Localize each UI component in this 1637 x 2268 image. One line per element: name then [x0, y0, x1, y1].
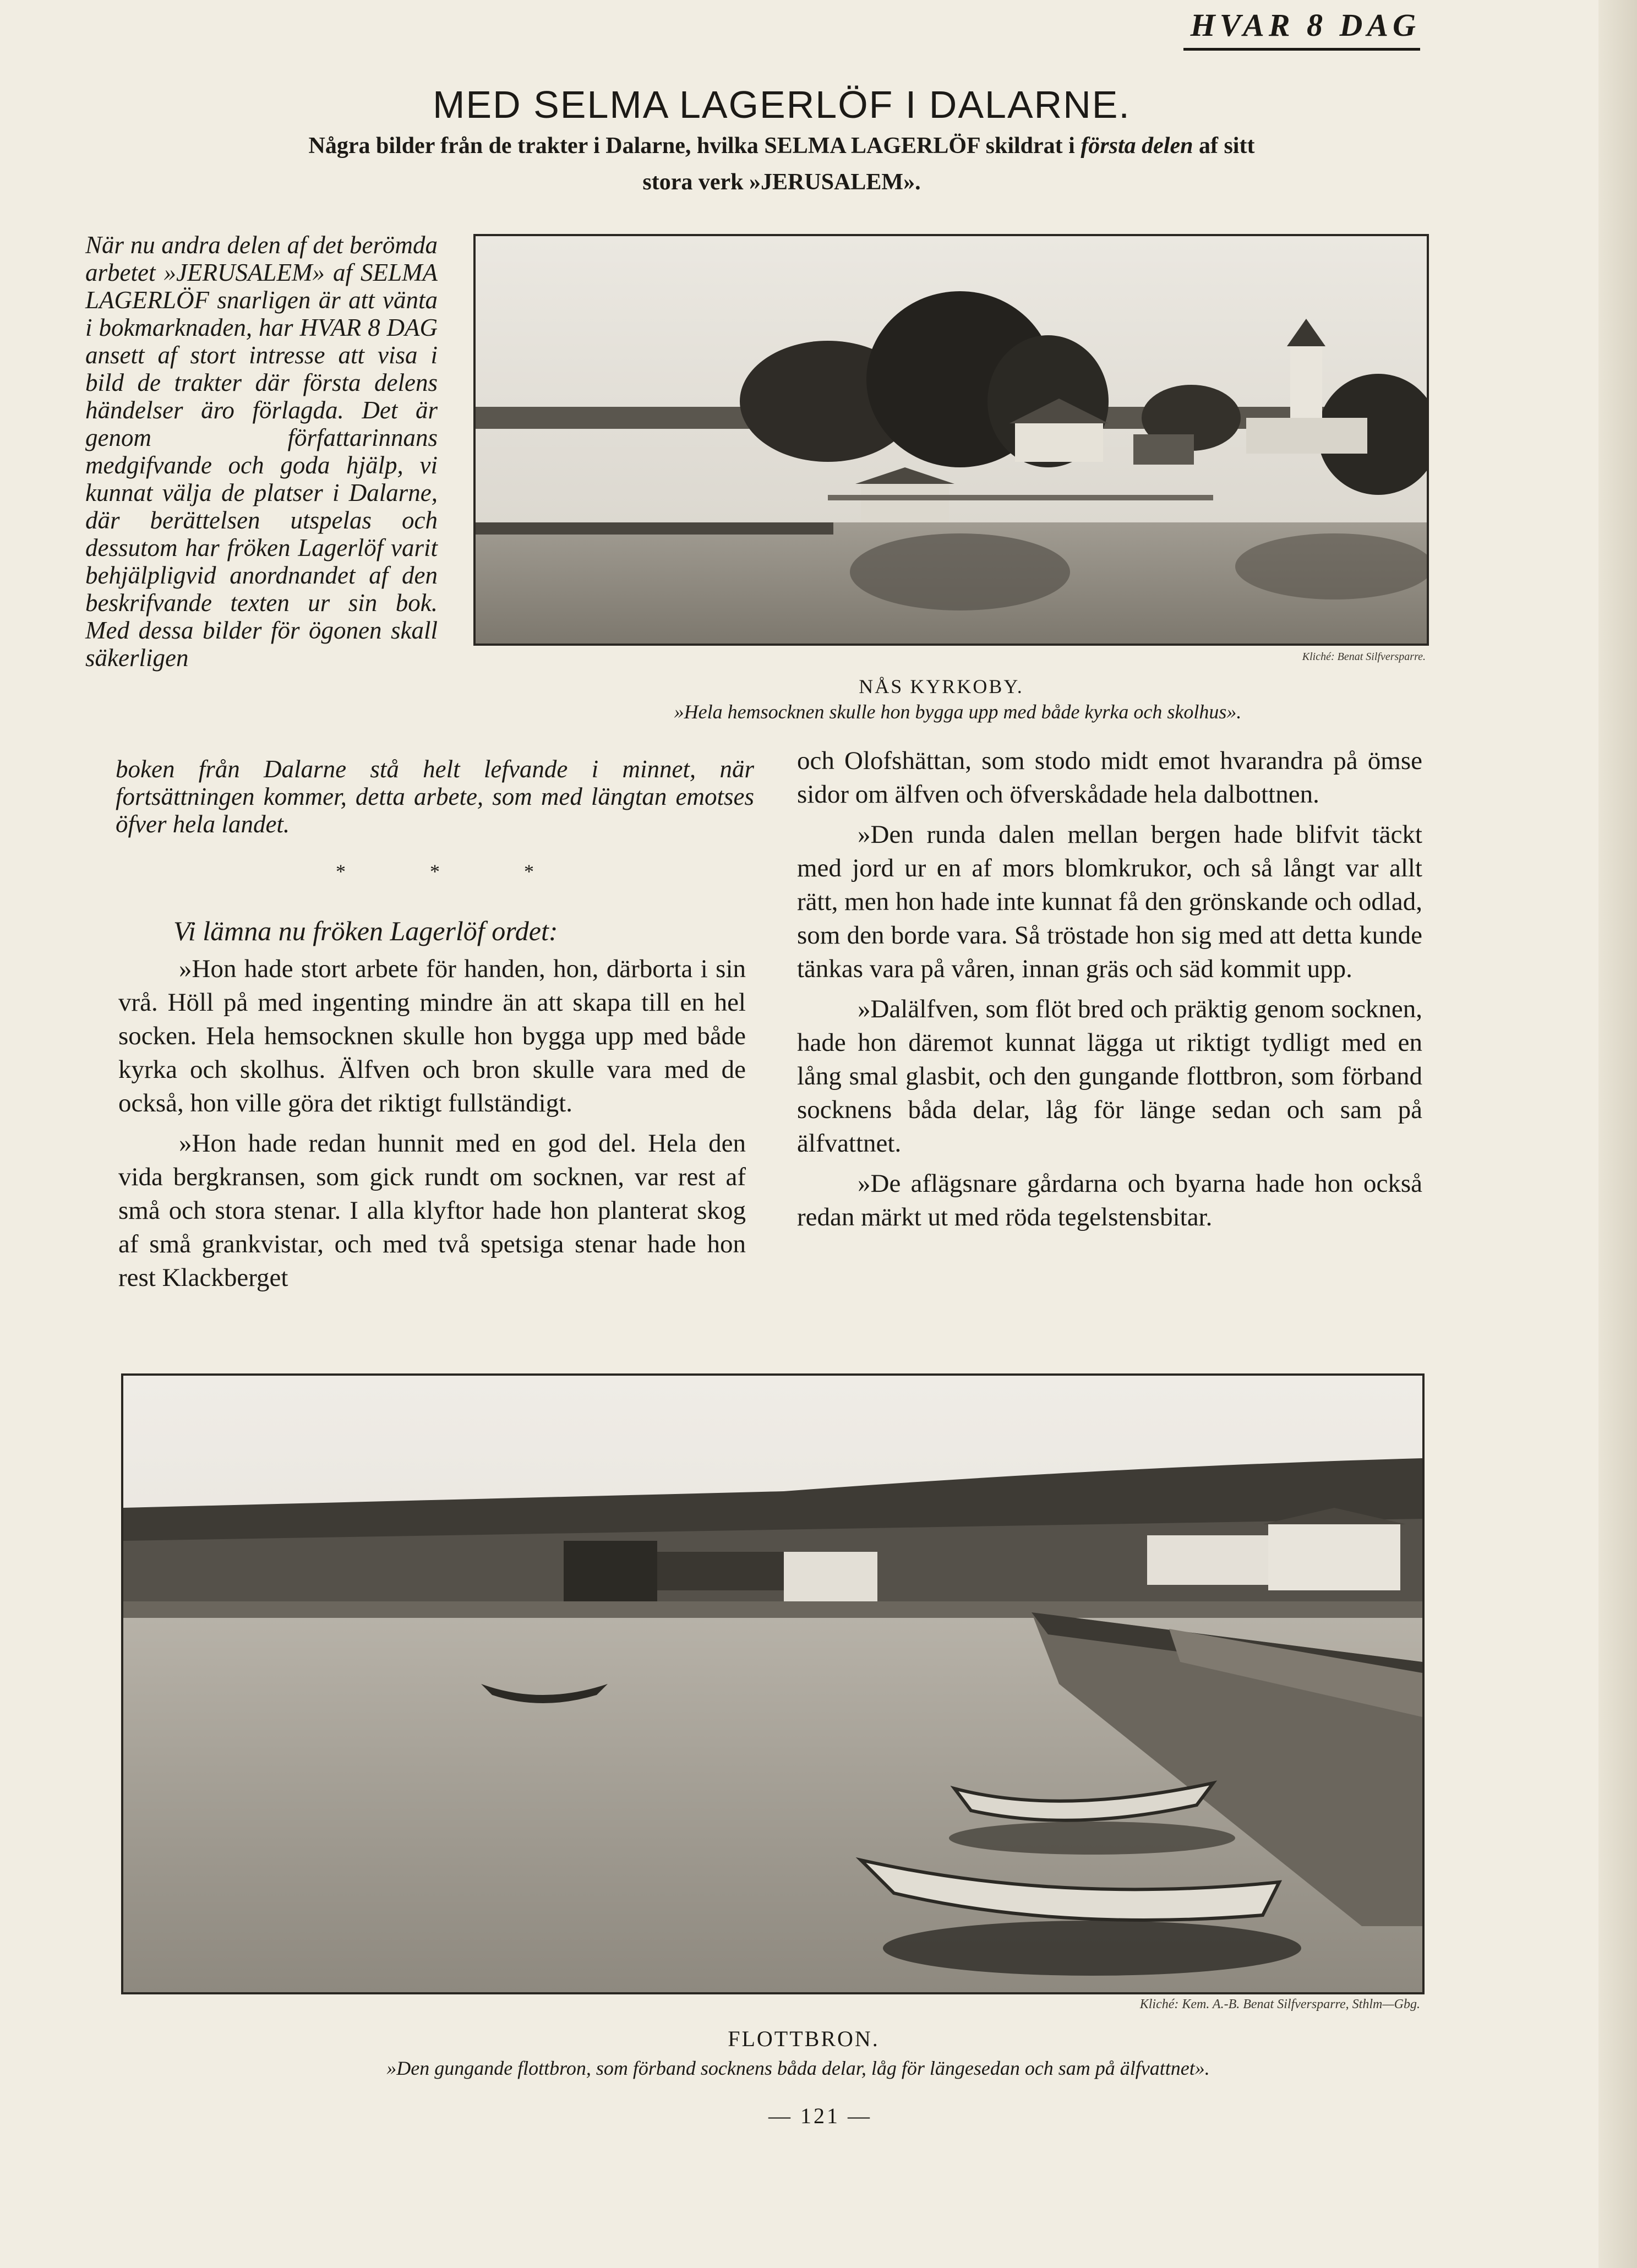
page-number: — 121 — — [768, 2103, 872, 2128]
subtitle-line2: stora verk »JERUSALEM». — [642, 170, 921, 195]
photo1-caption-text: »Hela hemsocknen skulle hon bygga upp med både kyrka och skolhus». — [674, 701, 1242, 723]
article-subtitle — [176, 128, 1387, 200]
article-title: MED SELMA LAGERLÖF I DALARNE. — [433, 83, 1131, 126]
paragraph: »Hon hade redan hunnit med en god del. Hela den vida bergkransen, som gick rundt om socknen, var rest af små och stora stenar. I alla klyftor hade hon planterat skog af små grankvistar, och med två spetsiga stenar hade hon rest Klackberget — [118, 1129, 746, 1292]
divider-star: * — [524, 860, 534, 882]
masthead — [1178, 7, 1420, 51]
photo-nas-kyrkoby — [473, 234, 1429, 646]
paragraph: och Olofshättan, som stodo midt emot hvarandra på ömse sidor om älfven och öfverskådade hela dalbottnen. — [797, 746, 1422, 809]
paragraph: »Den runda dalen mellan bergen hade blifvit täckt med jord ur en af mors blomkrukor, och så långt var allt rätt, men hon hade inte kunnat få den grönskande och odlad, som den borde vara. Så tröstade hon sig med att detta kunde tänkas vara på våren, innan gräs och säd kommit upp. — [797, 820, 1422, 983]
intro-text: När nu andra delen af det berömda arbetet »JERUSALEM» af SELMA LAGERLÖF snarligen är att vänta i bokmarknaden, har HVAR 8 DAG ansett af stort intresse att visa i bild de trakter där första delens händelser äro förlagda. Det är genom författarinnans medgifvande och goda hjälp, vi kunnat välja de platser i Dalarne, där berättelsen utspelas och dessutom har fröken Lagerlöf varit behjälpligvid anordnandet af den beskrifvande texten ur sin bok. Med dessa bilder för ögonen skall säkerligen — [85, 231, 438, 672]
page-spine-shadow — [1598, 0, 1637, 2268]
photo2-caption-text: »Den gungande flottbron, som förband socknens båda delar, låg för längesedan och sam på älfvattnet». — [386, 2057, 1210, 2079]
masthead-text: HVAR 8 DAG — [1190, 7, 1420, 43]
masthead-rule — [1183, 48, 1420, 51]
paragraph: »Dalälfven, som flöt bred och präktig genom socknen, hade hon däremot kunnat lägga ut riktigt tydligt med en lång smal glasbit, och den gungande flottbron, som förband socknens båda delar, låg för länge sedan och sam på älfvattnet. — [797, 995, 1422, 1158]
flottbron-illustration — [123, 1376, 1422, 1992]
left-column — [118, 952, 746, 1295]
section-divider-stars — [336, 860, 534, 883]
paragraph: »Hon hade stort arbete för handen, hon, därborta i sin vrå. Höll på med ingenting mindre än att skapa till en hel socken. Hela hemsocknen skulle hon bygga upp med både kyrka och skolhus. Älfven och bron skulle vara med de också, hon ville göra det riktigt fullständigt. — [118, 955, 746, 1117]
photo1-caption-title: NÅS KYRKOBY. — [859, 675, 1024, 697]
subtitle-italic: första delen — [1081, 133, 1193, 159]
divider-star: * — [336, 860, 346, 882]
nas-kyrkoby-illustration — [476, 236, 1427, 644]
right-column — [797, 744, 1422, 1234]
intro-text-continued: boken från Dalarne stå helt lefvande i minnet, när fortsättningen kommer, detta arbete, som med längtan emotses öfver hela landet. — [116, 755, 754, 838]
subtitle-part2: af sitt — [1198, 133, 1255, 159]
photo2-credit: Kliché: Kem. A.-B. Benat Silfversparre, Sthlm—Gbg. — [1139, 1997, 1420, 2011]
photo-flottbron — [121, 1373, 1425, 1994]
photo2-caption-title: FLOTTBRON. — [728, 2026, 880, 2051]
paragraph: »De aflägsnare gårdarna och byarna hade hon också redan märkt ut med röda tegelstensbitar. — [797, 1169, 1422, 1231]
subtitle-part1: Några bilder från de trakter i Dalarne, hvilka SELMA LAGERLÖF skildrat i — [308, 133, 1075, 159]
divider-star: * — [430, 860, 440, 882]
quote-intro: Vi lämna nu fröken Lagerlöf ordet: — [173, 915, 558, 946]
photo1-credit: Kliché: Benat Silfversparre. — [1302, 651, 1426, 663]
